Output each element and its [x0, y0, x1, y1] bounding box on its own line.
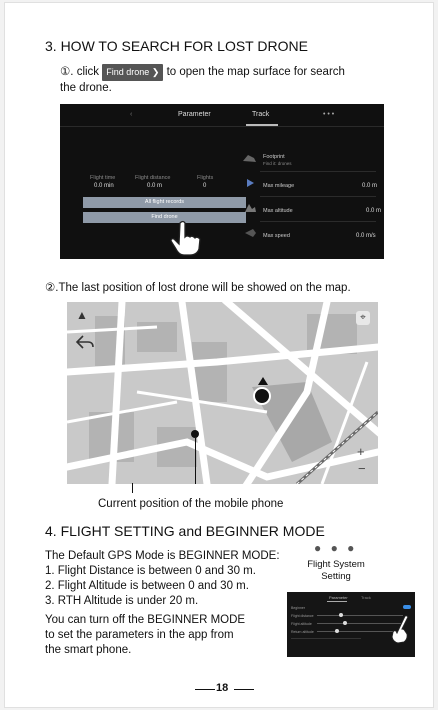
- footprint-label: Footprint: [263, 154, 285, 160]
- setting-label-beginner: Beginner: [291, 606, 306, 610]
- note-line-1: You can turn off the BEGINNER MODE: [45, 614, 246, 626]
- drone-direction-icon: [258, 377, 268, 385]
- default-mode-line: The Default GPS Mode is BEGINNER MODE:: [45, 550, 280, 562]
- fine-print-line: [291, 638, 361, 639]
- more-dots-icon[interactable]: • • •: [323, 111, 335, 118]
- note-line-2: to set the parameters in the app from: [45, 629, 234, 641]
- section-4-heading: 4. FLIGHT SETTING and BEGINNER MODE: [45, 523, 325, 539]
- footprint-icon: [242, 153, 256, 163]
- all-flight-records-button[interactable]: All flight records: [83, 197, 246, 208]
- altitude-slider-knob[interactable]: [343, 621, 347, 625]
- step-1-line-2: the drone.: [60, 82, 112, 94]
- stat-value-flights: 0: [203, 183, 207, 189]
- setting-label-return: Return altitude: [291, 630, 314, 634]
- chevron-right-icon: ❯: [151, 67, 160, 77]
- tab-active-indicator: [246, 124, 278, 126]
- note-line-3: the smart phone.: [45, 644, 132, 656]
- row-label-speed: Max speed: [263, 233, 290, 239]
- page-number-rule-right: [234, 689, 254, 690]
- locate-icon[interactable]: ⌖: [356, 311, 370, 325]
- setting-label-distance: Flight distance: [291, 614, 314, 618]
- return-slider-knob[interactable]: [335, 629, 339, 633]
- back-arrow-icon[interactable]: ‹: [130, 111, 133, 118]
- phone-callout-line: [195, 438, 196, 484]
- footprint-sub: Find it: drones: [263, 161, 292, 166]
- map-view[interactable]: [67, 302, 378, 484]
- settings-tab-indicator: [327, 601, 347, 602]
- rth-line: 3. RTH Altitude is under 20 m.: [45, 595, 199, 607]
- tapping-hand-icon: [387, 614, 413, 644]
- manual-page: [4, 2, 434, 708]
- settings-screen: [287, 592, 415, 657]
- row-value-altitude: 0.0 m: [366, 208, 382, 214]
- settings-tab-parameter[interactable]: Parameter: [329, 595, 348, 600]
- stat-label-distance: Flight distance: [135, 175, 171, 181]
- stat-value-time: 0.0 min: [94, 183, 114, 189]
- return-arrow-icon[interactable]: [75, 334, 95, 350]
- map-roads: [67, 302, 378, 484]
- map-caption: Current position of the mobile phone: [98, 498, 284, 510]
- divider: [260, 221, 376, 222]
- divider: [260, 196, 376, 197]
- stat-value-distance: 0.0 m: [147, 183, 163, 189]
- flight-system-setting-label: Flight System Setting: [307, 559, 365, 582]
- altitude-icon: [244, 202, 256, 213]
- phone-callout-line-ext: [132, 483, 133, 493]
- row-value-speed: 0.0 m/s: [356, 233, 376, 239]
- speed-icon: [244, 228, 257, 238]
- distance-slider-knob[interactable]: [339, 613, 343, 617]
- mileage-icon: [245, 178, 255, 188]
- setting-label-altitude: Flight altitude: [291, 622, 312, 626]
- step-2-text: ②.The last position of lost drone will be showed on the map.: [45, 282, 351, 294]
- phone-position-marker: [191, 430, 199, 438]
- zoom-in-icon[interactable]: +: [357, 444, 365, 459]
- north-arrow-icon: ▲: [76, 308, 88, 322]
- step-1-prefix: ①. click: [60, 66, 100, 78]
- page-number-rule-left: [195, 689, 215, 690]
- step-1-text: [60, 64, 345, 81]
- tab-parameter[interactable]: Parameter: [178, 111, 211, 118]
- find-drone-button[interactable]: Find drone: [83, 212, 246, 223]
- stat-label-flights: Flights: [197, 175, 214, 181]
- find-drone-button-illustration: Find drone ❯: [102, 64, 163, 81]
- altitude-line: 2. Flight Altitude is between 0 and 30 m.: [45, 580, 249, 592]
- step-1-suffix: to open the map surface for search: [166, 66, 345, 78]
- row-value-mileage: 0.0 m: [362, 183, 378, 189]
- app-top-bar: [60, 104, 384, 127]
- app-track-screen: [60, 104, 384, 259]
- distance-line: 1. Flight Distance is between 0 and 30 m.: [45, 565, 256, 577]
- settings-tab-track[interactable]: Track: [361, 595, 371, 600]
- tab-track[interactable]: Track: [252, 111, 270, 118]
- stat-label-time: Flight time: [90, 175, 116, 181]
- divider: [260, 171, 376, 172]
- page-number: 18: [216, 682, 229, 694]
- row-label-altitude: Max altitude: [263, 208, 293, 214]
- row-label-mileage: Max mileage: [263, 183, 295, 189]
- tapping-hand-icon: [168, 217, 204, 257]
- menu-dots-icon: ● ● ●: [314, 541, 358, 555]
- beginner-toggle[interactable]: [403, 605, 411, 609]
- zoom-out-icon[interactable]: −: [358, 461, 366, 476]
- drone-position-marker: [253, 387, 271, 405]
- section-3-heading: 3. HOW TO SEARCH FOR LOST DRONE: [45, 38, 308, 54]
